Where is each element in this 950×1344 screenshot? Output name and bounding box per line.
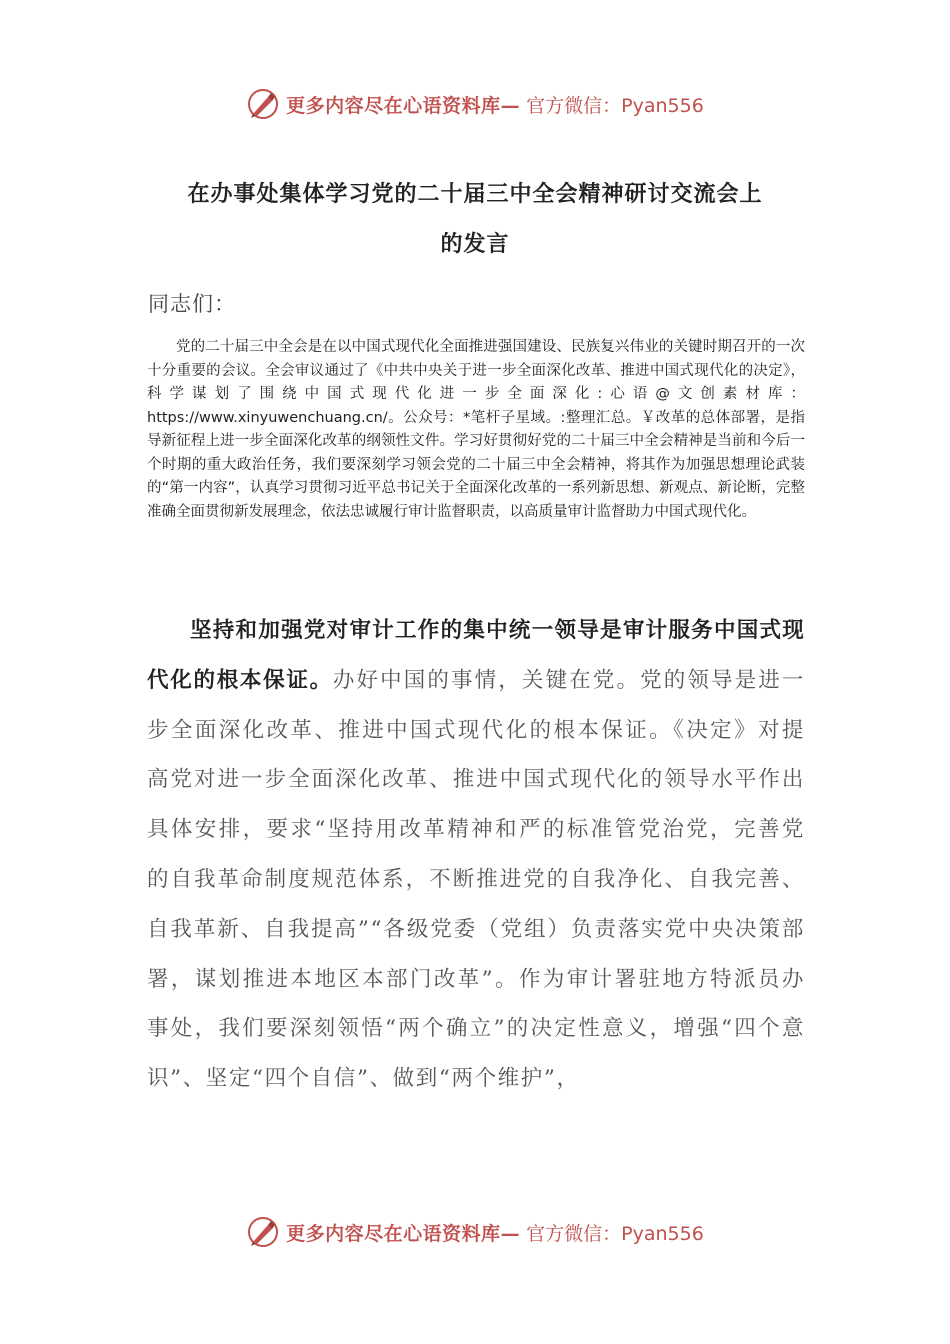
page-title bbox=[140, 170, 810, 270]
footer-watermark-banner bbox=[0, 1212, 950, 1252]
banner-main-text: 更多内容尽在心语资料库— bbox=[286, 94, 521, 117]
banner-main-text: 更多内容尽在心语资料库— bbox=[286, 1222, 521, 1245]
salutation: 同志们： bbox=[148, 292, 236, 316]
pen-logo-icon bbox=[246, 1215, 280, 1249]
section-lead-heading: 坚持和加强党对审计工作的集中统一领导是审计服务中国式现代化的根本保证。 bbox=[147, 618, 805, 693]
section-body-text: 办好中国的事情，关键在党。党的领导是进一步全面深化改革、推进中国式现代化的根本保证。《决定》对提高党对进一步全面深化改革、推进中国式现代化的领导水平作出具体安排，要求“坚持用改革精神和严的标准管党治党，完善党的自我革命制度规范体系，不断推进党的自我净化、自我完善、自我革新、自我提高”“各级党委（党组）负责落实党中央决策部署，谋划推进本地区本部门改革”。作为审计署驻地方特派员办事处，我们要深刻领悟“两个确立”的决定性意义，增强“四个意识”、坚定“四个自信”、做到“两个维护”， bbox=[147, 667, 805, 1092]
banner-wechat-text: 官方微信：Pyan556 bbox=[526, 94, 704, 117]
header-watermark-banner bbox=[0, 84, 950, 124]
title-line-1: 在办事处集体学习党的二十届三中全会精神研讨交流会上 bbox=[187, 182, 763, 207]
intro-paragraph: 党的二十届三中全会是在以中国式现代化全面推进强国建设、民族复兴伟业的关键时期召开的一次十分重要的会议。全会审议通过了《中共中央关于进一步全面深化改革、推进中国式现代化的决定》，科学谋划了围绕中国式现代化进一步全面深化:心语@文创素材库：https://www.xinyuwenchuang.cn/。公众号：*笔杆子星域。:整理汇总。￥改革的总体部署，是指导新征程上进一步全面深化改革的纲领性文件。学习好贯彻好党的二十届三中全会精神是当前和今后一个时期的重大政治任务，我们要深刻学习领会党的二十届三中全会精神，将其作为加强思想理论武装的“第一内容”，认真学习贯彻习近平总书记关于全面深化改革的一系列新思想、新观点、新论断，完整准确全面贯彻新发展理念，依法忠诚履行审计监督职责，以高质量审计监督助力中国式现代化。 bbox=[147, 339, 805, 520]
section-paragraph bbox=[147, 606, 805, 1104]
banner-wechat-text: 官方微信：Pyan556 bbox=[526, 1222, 704, 1245]
title-line-2: 的发言 bbox=[440, 232, 510, 257]
pen-logo-icon bbox=[246, 87, 280, 121]
